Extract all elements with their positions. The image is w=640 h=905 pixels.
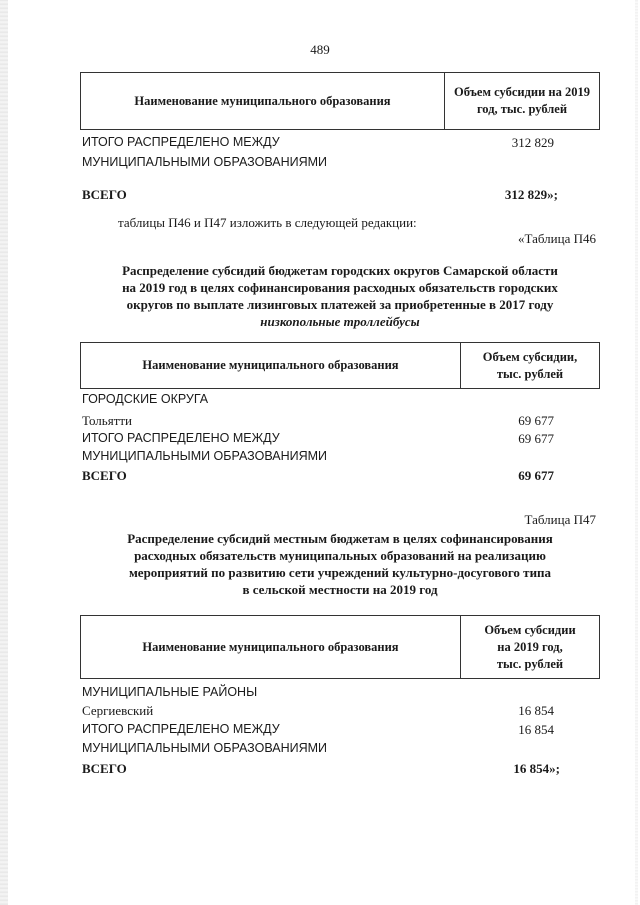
header-value-cell: Объем субсидии на 2019 год, тыс. рублей (453, 85, 591, 116)
header-value-cell (461, 343, 599, 388)
row-name: МУНИЦИПАЛЬНЫМИ ОБРАЗОВАНИЯМИ (82, 741, 328, 755)
table-p46-label: «Таблица П46 (518, 231, 596, 246)
title-line: в сельской местности на 2019 год (242, 582, 438, 597)
table-p47-label: Таблица П47 (524, 512, 596, 527)
table-prev-header (80, 72, 600, 130)
intro-text: таблицы П46 и П47 изложить в следующей редакции: (118, 215, 417, 230)
header-name-cell: Наименование муниципального образования (81, 343, 461, 388)
total-label: ВСЕГО (82, 468, 127, 483)
row-name: Сергиевский (82, 703, 154, 718)
title-line: округов по выплате лизинговых платежей за приобретенные в 2017 году (126, 297, 554, 312)
title-line: мероприятий по развитию сети учреждений культурно-досугового типа (128, 565, 552, 580)
total-label: ВСЕГО (82, 187, 127, 202)
row-name: Тольятти (82, 413, 133, 428)
row-name: МУНИЦИПАЛЬНЫМИ ОБРАЗОВАНИЯМИ (82, 449, 328, 463)
row-name: ИТОГО РАСПРЕДЕЛЕНО МЕЖДУ (82, 722, 280, 736)
total-value: 16 854»; (513, 761, 560, 776)
total-value: 69 677 (518, 468, 554, 483)
total-label: ВСЕГО (82, 761, 127, 776)
scan-edge-left (0, 0, 8, 905)
header-value-cell (461, 616, 599, 678)
title-line: Распределение субсидий местным бюджетам в целях софинансирования (127, 531, 553, 546)
header-name-cell: Наименование муниципального образования (81, 616, 461, 678)
title-line: расходных обязательств муниципальных образований на реализацию (134, 548, 546, 563)
section-label: ГОРОДСКИЕ ОКРУГА (82, 392, 209, 406)
header-value-line: тыс. рублей (496, 366, 564, 381)
title-italic-line: низкопольные троллейбусы (260, 314, 420, 329)
header-value-line: Объем субсидии, (482, 349, 578, 364)
table-p47-title (80, 530, 600, 598)
header-name-cell: Наименование муниципального образования (81, 73, 445, 129)
row-value: 312 829 (511, 135, 554, 150)
table-p46-title (80, 262, 600, 330)
page-number: 489 (310, 42, 330, 57)
scan-edge-right (635, 0, 638, 905)
table-p47-header (80, 615, 600, 679)
header-value-line: тыс. рублей (496, 656, 564, 671)
total-value: 312 829»; (504, 187, 558, 202)
section-label: МУНИЦИПАЛЬНЫЕ РАЙОНЫ (82, 685, 258, 699)
row-value: 69 677 (518, 431, 554, 446)
title-line: Распределение субсидий бюджетам городских округов Самарской области (122, 263, 558, 278)
row-name: МУНИЦИПАЛЬНЫМИ ОБРАЗОВАНИЯМИ (82, 155, 328, 169)
header-value-line: Объем субсидии (484, 622, 576, 637)
title-line: на 2019 год в целях софинансирования расходных обязательств городских (122, 280, 558, 295)
header-value-line: на 2019 год, (497, 639, 563, 654)
row-value: 69 677 (518, 413, 554, 428)
row-name: ИТОГО РАСПРЕДЕЛЕНО МЕЖДУ (82, 431, 280, 445)
row-value: 16 854 (518, 703, 554, 718)
table-p46-header (80, 342, 600, 389)
row-name: ИТОГО РАСПРЕДЕЛЕНО МЕЖДУ (82, 135, 280, 149)
row-value: 16 854 (518, 722, 554, 737)
